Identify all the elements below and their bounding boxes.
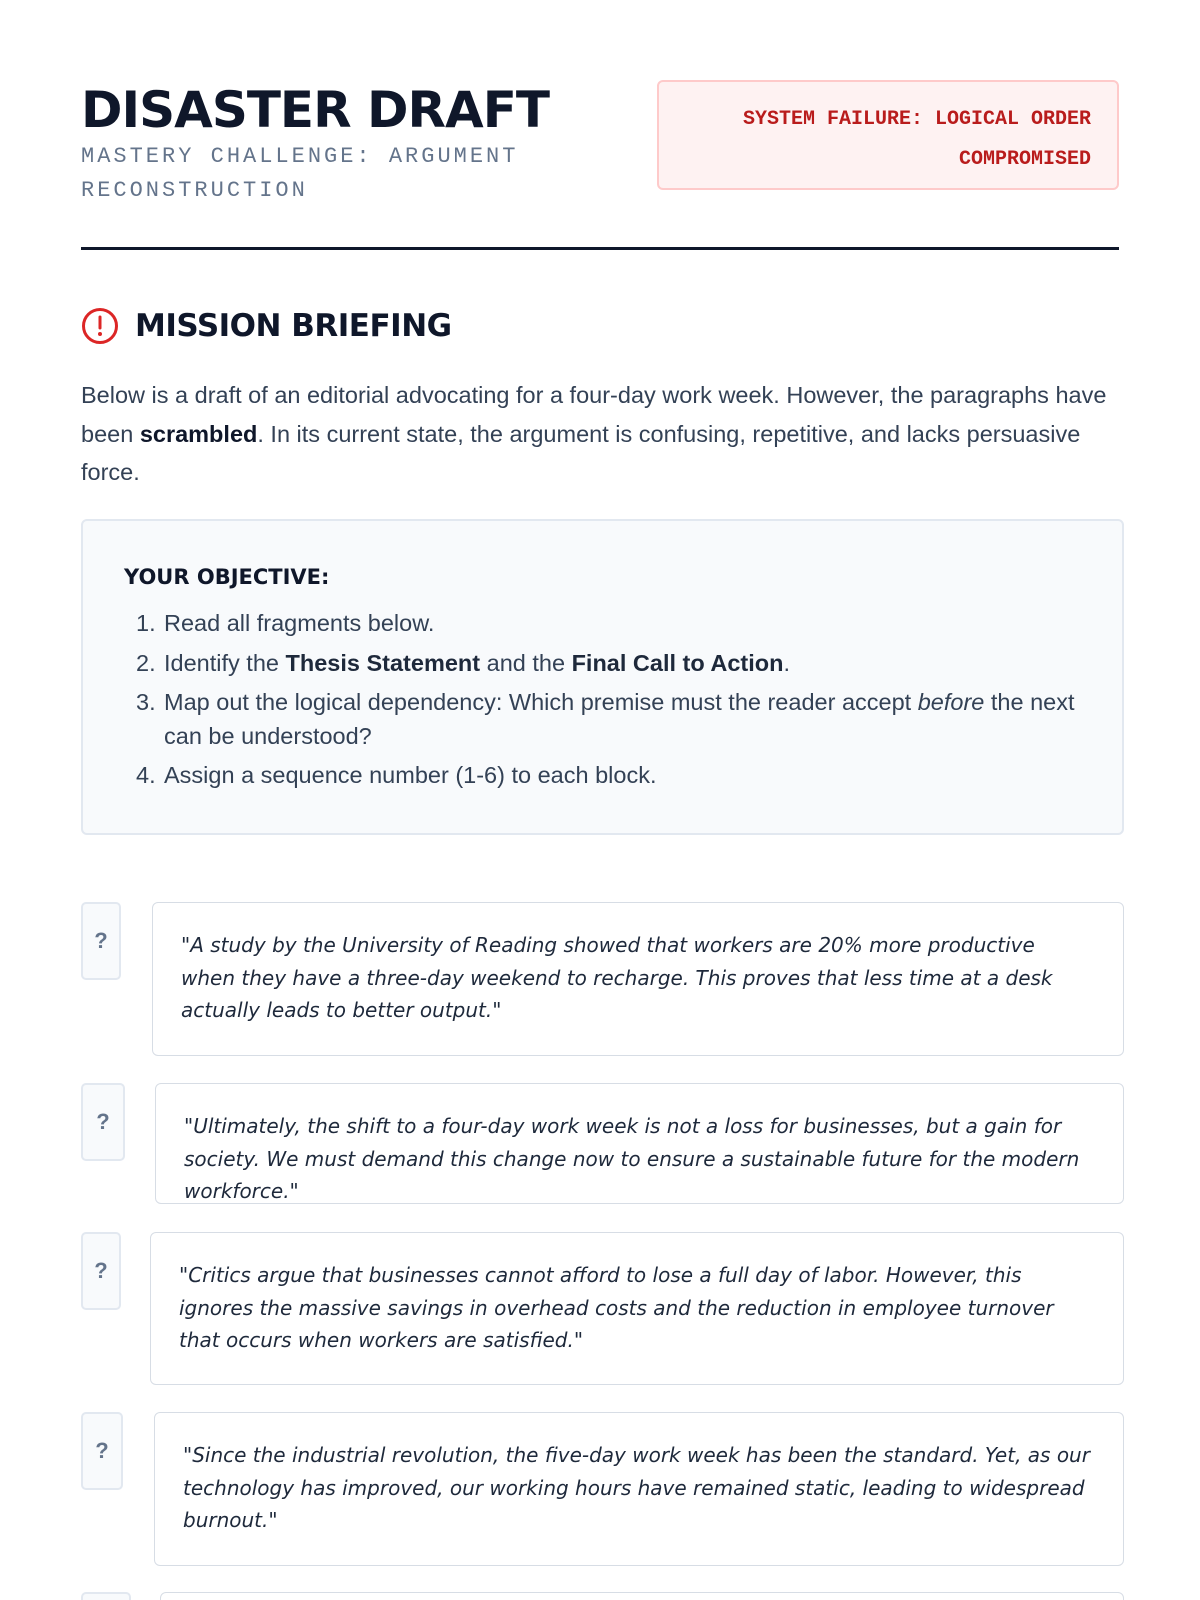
objective-list [124,607,1082,793]
item-text: Map out the logical dependency: Which premise must the reader accept [164,689,918,715]
system-failure-alert [657,80,1119,190]
objective-item [124,759,1082,793]
fragment-card[interactable]: "Ultimately, the shift to a four-day work week is not a loss for businesses, but a gain for society. We must demand this change now to ensure a sustainable future for the modern workforce." [155,1083,1124,1204]
intro-text-start: Below is a draft of an editorial advocating for a four-day work week. However, the paragraphs have been [81,382,1107,447]
call-to-action-term: Final Call to Action [571,649,784,676]
sequence-number-slot[interactable]: ? [81,1083,125,1161]
item-text: Assign a sequence number (1-6) to each block. [164,762,657,788]
intro-text-end: . In its current state, the argument is confusing, repetitive, and lacks persuasive force. [81,420,1081,485]
alert-circle-icon [81,307,119,345]
page-title: DISASTER DRAFT [81,81,549,139]
item-number: 2. [136,649,156,676]
fragment-card[interactable] [160,1592,1124,1600]
section-title: MISSION BRIEFING [135,308,452,344]
sequence-number-slot[interactable]: ? [81,1412,123,1490]
mission-briefing-heading [81,307,452,345]
intro-emphasis: scrambled [139,420,258,447]
sequence-number-slot[interactable] [81,1592,131,1600]
objective-item [124,686,1082,753]
item-text: the next can be understood? [164,689,1075,749]
item-number: 1. [136,610,156,636]
briefing-intro [81,376,1121,492]
item-emphasis: before [917,689,985,715]
item-number: 4. [136,762,156,788]
item-text: Read all fragments below. [164,610,435,636]
item-text: Identify the [164,649,286,676]
fragment-card[interactable]: "Critics argue that businesses cannot afford to lose a full day of labor. However, this ignores the massive savings in overhead costs and the reduction in employee turnover that occurs when workers are satisfied." [150,1232,1124,1385]
objective-box [81,519,1124,835]
alert-text-line1: SYSTEM FAILURE: LOGICAL ORDER [742,108,1091,131]
fragment-card[interactable]: "A study by the University of Reading showed that workers are 20% more productive when they have a three-day weekend to recharge. This proves that less time at a desk actually leads to better output." [152,902,1124,1056]
sequence-number-slot[interactable]: ? [81,1232,121,1310]
item-text: and the [480,649,572,676]
fragment-card[interactable]: "Since the industrial revolution, the five-day work week has been the standard. Yet, as our technology has improved, our working hours have remained static, leading to widespread burnout." [154,1412,1124,1566]
thesis-statement-term: Thesis Statement [285,649,481,676]
objective-title: YOUR OBJECTIVE: [124,565,330,589]
item-text: . [783,649,791,676]
alert-text-line2: COMPROMISED [958,148,1091,171]
sequence-number-slot[interactable]: ? [81,902,121,980]
page-subtitle: MASTERY CHALLENGE: ARGUMENT RECONSTRUCTION [81,144,519,203]
objective-item [124,607,1082,641]
objective-item [124,647,1082,681]
page-header [81,0,1119,250]
item-number: 3. [136,689,156,715]
